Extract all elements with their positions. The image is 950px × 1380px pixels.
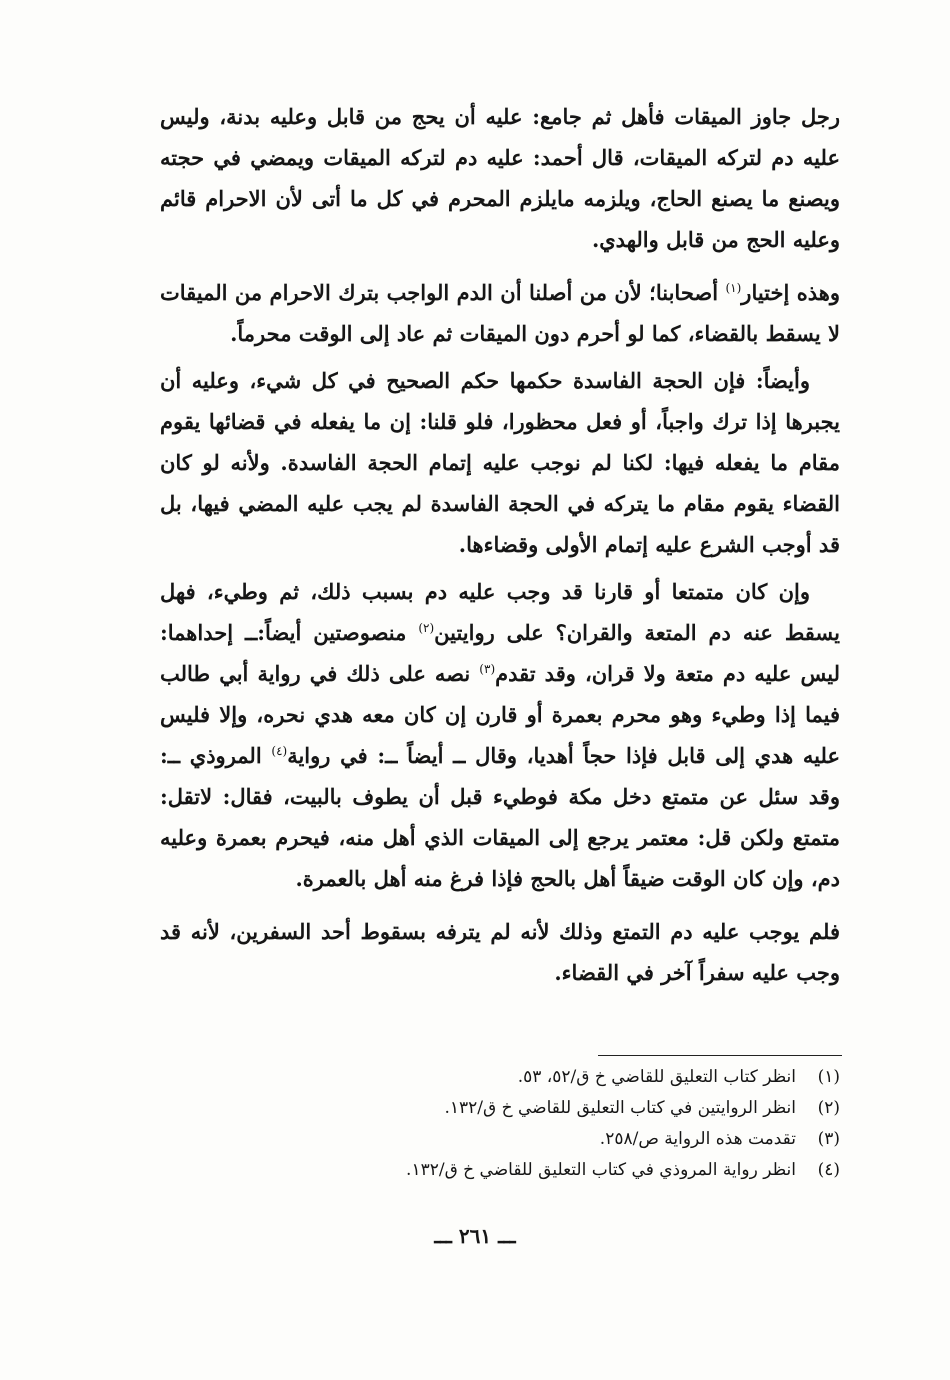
paragraph-4-part-d: المروذي ــ: وقد سئل عن متمتع دخل مكة فوطيء قبل أن يطوف بالبيت، فقال: لاتقل: متمتع ولكن قل: معتمر يرجع إلى الميقات الذي أهل منه، فيحرم بعمرة وعليه دم، وإن كان الوقت ضيقاً أهل بالحج فإذا فرغ منه أهل بالعمرة.: [160, 743, 840, 891]
footnote-item: [160, 1093, 840, 1124]
paragraph-3: وأيضاً: فإن الحجة الفاسدة حكمها حكم الصحيح في كل شيء، وعليه أن يجبرها إذا ترك واجباً، أو فعل محظورا، فلو قلنا: إن ما يفعله في قضائها يقوم مقام ما يفعله فيها: لكنا لم نوجب عليه إتمام الحجة الفاسدة. ولأنه لو كان القضاء يقوم مقام ما يتركه في الحجة الفاسدة لم يجب عليه المضي فيها، بل قد أوجب الشرع عليه إتمام الأولى وقضاءها.: [160, 368, 840, 557]
footnote-item: [160, 1124, 840, 1155]
paragraph-1: رجل جاوز الميقات فأهل ثم جامع: عليه أن يحج من قابل وعليه بدنة، وليس عليه دم لتركه الميقات، قال أحمد: عليه دم لتركه الميقات ويمضي في حجته ويصنع ما يصنع الحاج، ويلزمه مايلزم المحرم في كل ما أتى لأن الاحرام قائم وعليه الحج من قابل والهدي.: [160, 104, 840, 252]
footnote-ref-1: (١): [725, 281, 742, 295]
footnote-number: (١): [817, 1067, 840, 1087]
footnote-text: انظر الروايتين في كتاب التعليق للقاضي خ ق/١٣٢.: [444, 1098, 796, 1118]
footnote-text: تقدمت هذه الرواية ص/٢٥٨.: [599, 1129, 796, 1149]
page-number: ـــ ٢٦١ ـــ: [434, 1224, 516, 1248]
footnote-divider: [598, 1055, 842, 1056]
footnote-text: انظر رواية المروذي في كتاب التعليق للقاضي خ ق/١٣٢.: [406, 1160, 796, 1180]
footnotes: [160, 1062, 840, 1186]
paragraph-2-part-a: وهذه إختيار: [741, 280, 840, 305]
footnote-text: انظر كتاب التعليق للقاضي خ ق/٥٢، ٥٣.: [517, 1067, 796, 1087]
footnote-item: [160, 1062, 840, 1093]
footnote-item: [160, 1155, 840, 1186]
footnote-ref-4: (٤): [271, 744, 288, 758]
paragraph-4: [160, 571, 840, 899]
paragraph-2: [160, 272, 840, 354]
footnote-ref-3: (٣): [479, 662, 496, 676]
footnote-number: (٤): [817, 1160, 840, 1180]
paragraph-4-part-b: منصوصتين أيضاً:ــ إحداهما: ليس عليه دم متعة ولا قران، وقد تقدم: [160, 620, 840, 686]
footnote-ref-2: (٢): [418, 621, 435, 635]
paragraph-5: فلم يوجب عليه دم التمتع وذلك لأنه لم يترفه بسقوط أحد السفرين، لأنه قد وجب عليه سفراً آخر في القضاء.: [160, 919, 840, 985]
paragraph-4-part-a: وإن كان متمتعا أو قارنا قد وجب عليه دم بسبب ذلك، ثم وطيء، فهل يسقط عنه دم المتعة والقران؟ على روايتين: [160, 579, 841, 645]
footnote-number: (٢): [817, 1098, 840, 1118]
paragraph-2-part-b: أصحابنا؛ لأن من أصلنا أن الدم الواجب بترك الاحرام من الميقات لا يسقط بالقضاء، كما لو أحرم دون الميقات ثم عاد إلى الوقت محرماً.: [160, 280, 840, 346]
paragraph-4-part-c: نصه على ذلك في رواية أبي طالب فيما إذا وطيء وهو محرم بعمرة أو قارن إن كان معه هدي نحره، وإلا فليس عليه هدي إلى قابل فإذا حجاً أهديا، وقال ــ أيضاً ــ: في رواية: [160, 661, 840, 768]
main-text: [160, 96, 840, 993]
footnote-number: (٣): [817, 1129, 840, 1149]
